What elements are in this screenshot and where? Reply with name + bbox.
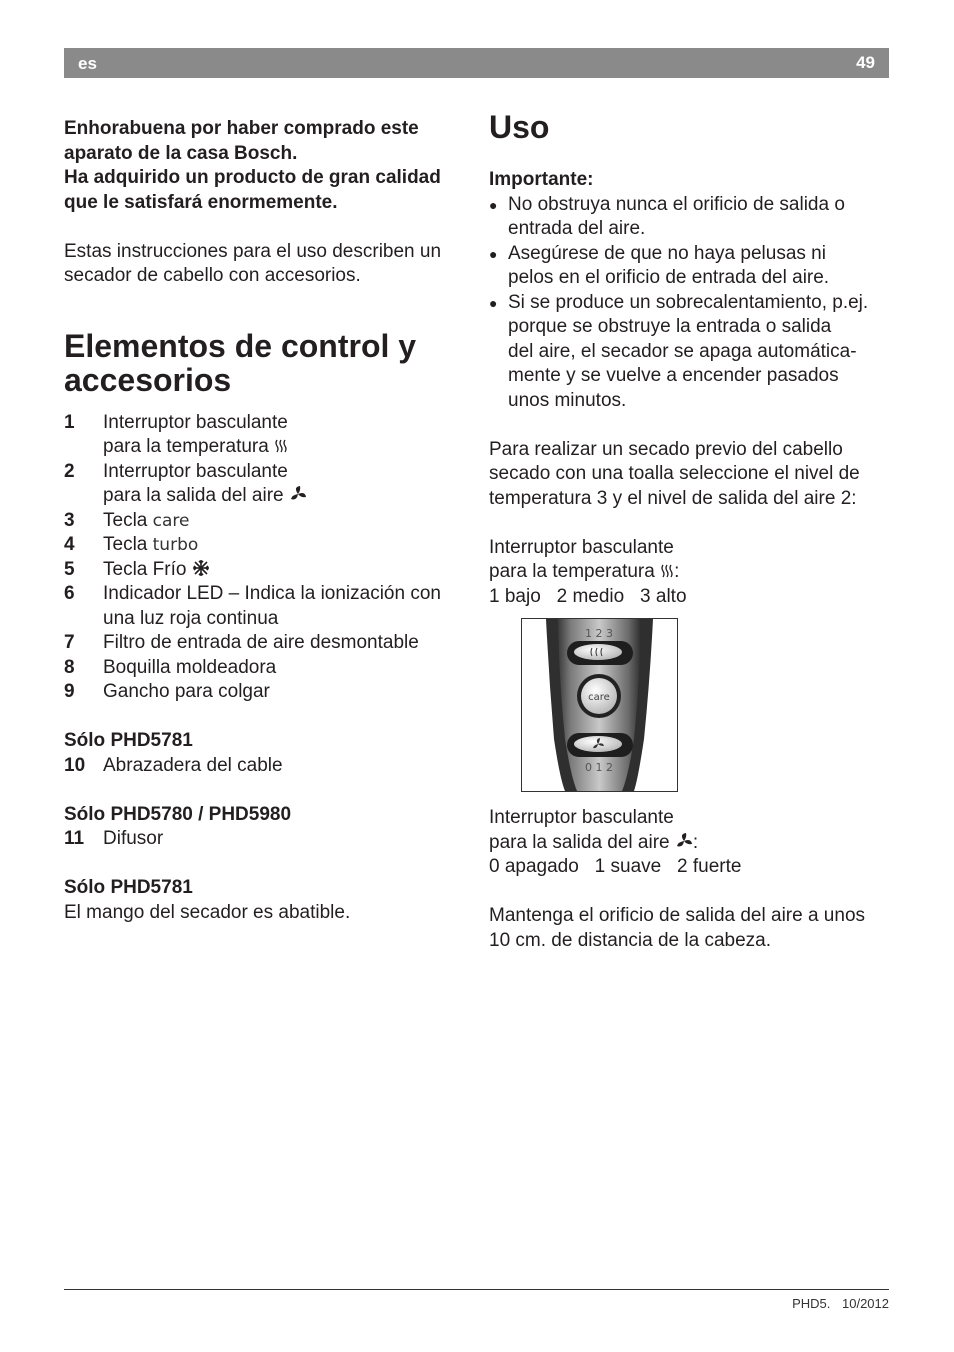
list-item: ● Asegúrese de que no haya pelusas ni pelos en el orificio de entrada del aire. (489, 242, 830, 288)
section-heading: Sólo PHD5781 (64, 730, 193, 751)
intro-bold-line: aparato de la casa Bosch. (64, 142, 298, 164)
temp-switch-subtitle: para la temperatura : (489, 561, 680, 582)
list-item: 7 Filtro de entrada de aire desmontable (64, 632, 419, 653)
air-levels: 0 apagado 1 suave 2 fuerte (489, 856, 742, 877)
air-scale-label: 0 1 2 (585, 761, 613, 774)
fan-icon (289, 485, 307, 503)
intro-text-line: secador de cabello con accesorios. (64, 265, 361, 286)
intro-bold-line: Ha adquirido un producto de gran calidad (64, 167, 441, 188)
temp-levels: 1 bajo 2 medio 3 alto (489, 585, 687, 607)
page-number: 49 (856, 53, 875, 72)
list-item: 4 Tecla turbo (64, 534, 199, 555)
footer (784, 1296, 889, 1311)
controls-heading-line: accesorios (64, 361, 232, 398)
left-column (64, 117, 464, 925)
list-item: 3 Tecla care (64, 509, 190, 531)
care-button-label: care (588, 692, 610, 703)
snowflake-icon (192, 559, 210, 577)
list-item: 6 Indicador LED – Indica la ionización con una luz roja continua (64, 583, 441, 629)
intro-bold-line: que le satisfará enormemente. (64, 191, 338, 213)
intro-text-line: Estas instrucciones para el uso describen un (64, 240, 442, 262)
bullet-icon: ● (489, 245, 498, 262)
air-switch-title: Interruptor basculante (489, 807, 674, 828)
important-label: Importante: (489, 169, 594, 190)
list-item: 1 Interruptor basculante para la temperatura (64, 411, 288, 457)
list-item: ● No obstruya nunca el orificio de salida o entrada del aire. (489, 193, 845, 239)
bullet-icon: ● (489, 196, 498, 213)
list-item: 10 Abrazadera del cable (64, 754, 283, 776)
dryer-controls-figure (521, 618, 678, 792)
header-bar (64, 48, 889, 78)
intro-bold-line: Enhorabuena por haber comprado este (64, 118, 419, 139)
intro-bold (64, 117, 464, 215)
section-heading: Sólo PHD5780 / PHD5980 (64, 803, 292, 825)
bullet-icon: ● (489, 294, 498, 311)
fan-icon (675, 832, 693, 850)
list-item: 2 Interruptor basculante para la salida del aire (64, 460, 464, 509)
temp-switch-title: Interruptor basculante (489, 536, 674, 558)
footer-divider (64, 1289, 889, 1290)
footer-model: PHD5. (792, 1296, 831, 1311)
list-item: ● Si se produce un sobrecalentamiento, p.ej. porque se obstruye la entrada o salida del aire, el secador se apaga automática- mente y se vuelve a encender pasados unos minutos. (489, 291, 869, 411)
paragraph-line: secado con una toalla seleccione el nivel de (489, 463, 860, 484)
list-item: 5 Tecla Frío (64, 558, 464, 583)
footer-date: 10/2012 (842, 1296, 889, 1311)
list-item: 8 Boquilla moldeadora (64, 656, 277, 678)
right-column (489, 110, 899, 953)
temp-scale-label: 1 2 3 (585, 627, 613, 640)
paragraph-line: Mantenga el orificio de salida del aire a unos (489, 905, 866, 926)
paragraph-line: 10 cm. de distancia de la cabeza. (489, 929, 772, 951)
section-heading: Sólo PHD5781 (64, 877, 193, 898)
uso-heading: Uso (489, 109, 550, 145)
heat-icon (660, 563, 674, 579)
controls-heading-line: Elementos de control y (64, 327, 417, 364)
heat-icon (274, 438, 288, 454)
paragraph: El mango del secador es abatible. (64, 901, 351, 923)
air-switch-subtitle: para la salida del aire : (489, 831, 699, 853)
dryer-handle-illustration (522, 619, 677, 791)
list-item: 11 Difusor (64, 828, 164, 849)
list-item: 9 Gancho para colgar (64, 681, 270, 702)
paragraph-line: temperatura 3 y el nivel de salida del aire 2: (489, 487, 857, 509)
language-code: es (78, 54, 97, 73)
controls-heading (64, 329, 464, 397)
paragraph-line: Para realizar un secado previo del cabello (489, 438, 843, 460)
